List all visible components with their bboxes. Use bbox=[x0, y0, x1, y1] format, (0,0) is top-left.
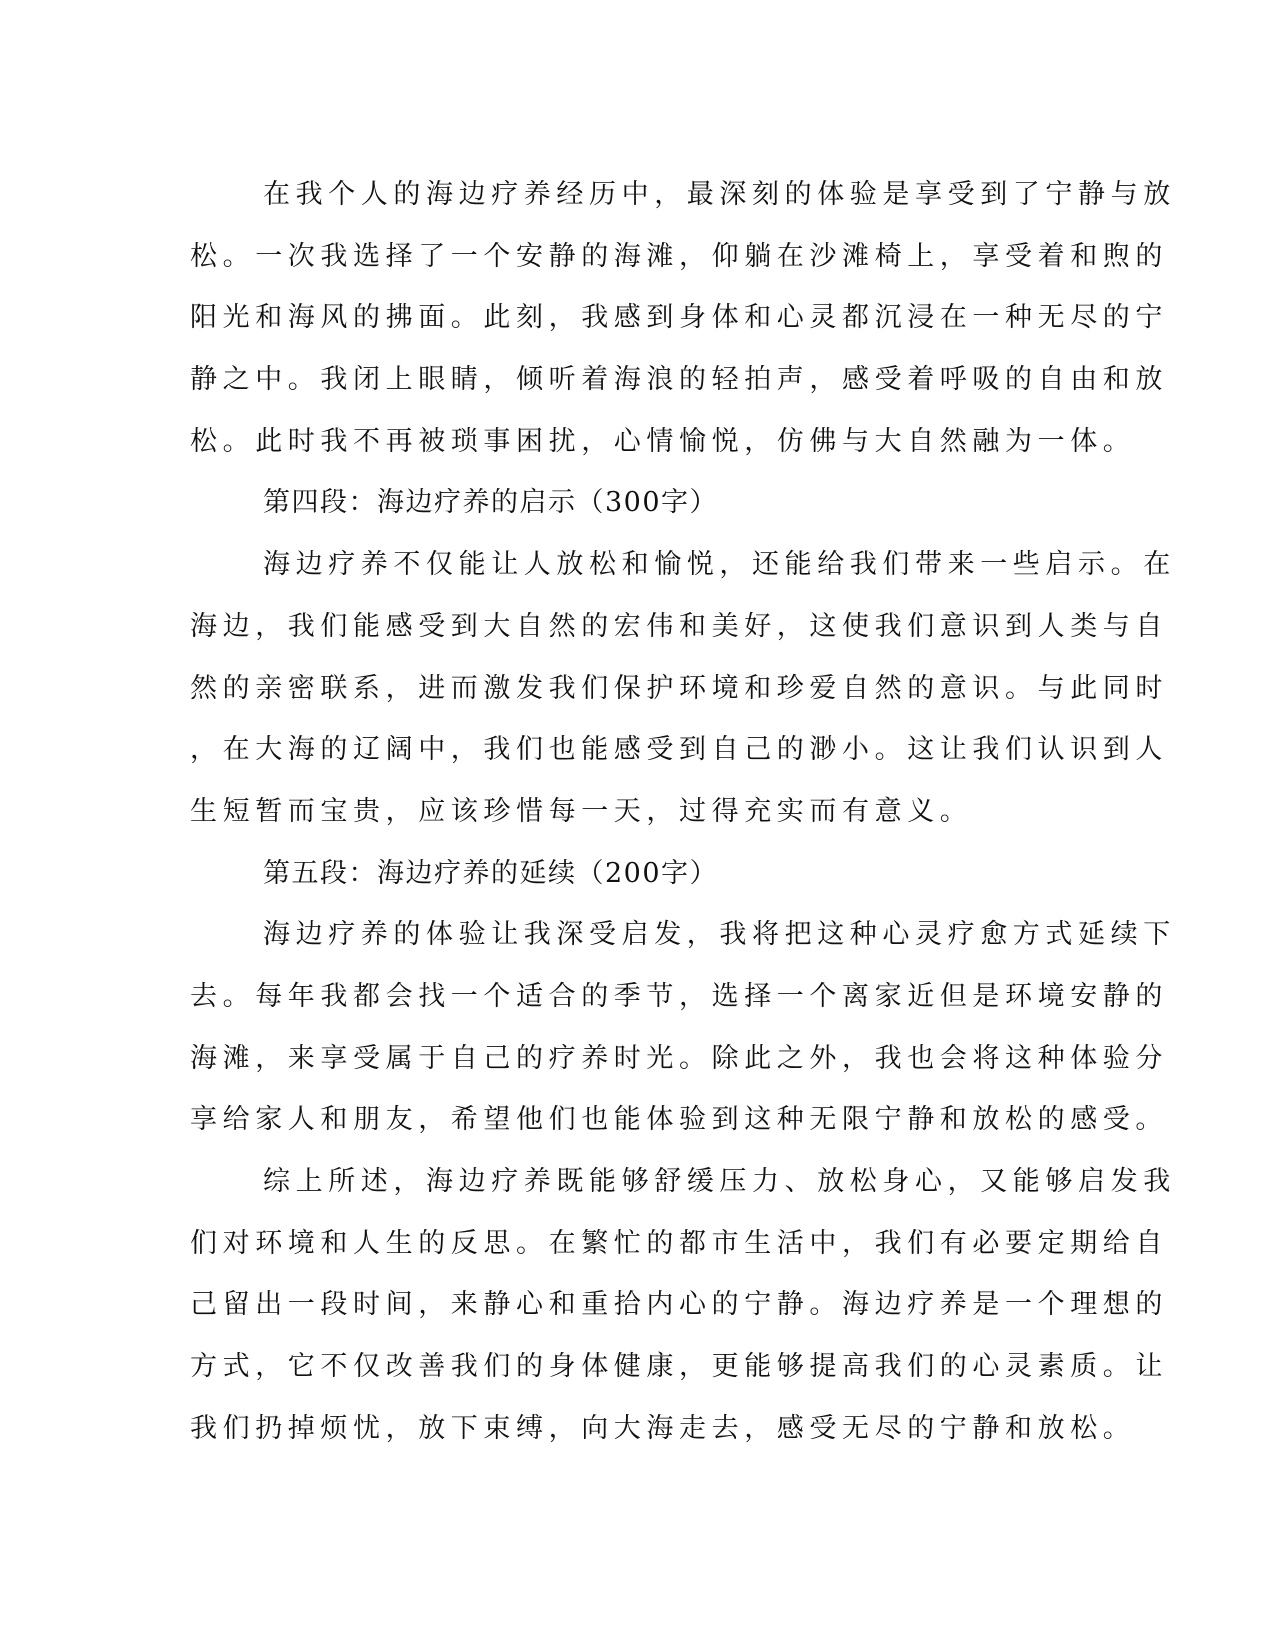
section-heading-5: 第五段：海边疗养的延续（200字） bbox=[263, 857, 719, 889]
text-line: 们对环境和人生的反思。在繁忙的都市生活中，我们有必要定期给自 bbox=[190, 1227, 1168, 1259]
text-line: 享给家人和朋友，希望他们也能体验到这种无限宁静和放松的感受。 bbox=[190, 1104, 1168, 1136]
text-line: 海边疗养不仅能让人放松和愉悦，还能给我们带来一些启示。在 bbox=[263, 549, 1176, 581]
text-line: 方式，它不仅改善我们的身体健康，更能够提高我们的心灵素质。让 bbox=[190, 1351, 1168, 1383]
text-line: 我们扔掉烦忧，放下束缚，向大海走去，感受无尽的宁静和放松。 bbox=[190, 1412, 1136, 1444]
section-heading-4: 第四段：海边疗养的启示（300字） bbox=[263, 487, 719, 519]
text-line: 然的亲密联系，进而激发我们保护环境和珍爱自然的意识。与此同时 bbox=[190, 672, 1168, 704]
text-line: 海边，我们能感受到大自然的宏伟和美好，这使我们意识到人类与自 bbox=[190, 610, 1168, 642]
text-line: 松。此时我不再被琐事困扰，心情愉悦，仿佛与大自然融为一体。 bbox=[190, 425, 1136, 457]
text-line: 综上所述，海边疗养既能够舒缓压力、放松身心，又能够启发我 bbox=[263, 1166, 1176, 1197]
text-line: 去。每年我都会找一个适合的季节，选择一个离家近但是环境安静的 bbox=[190, 980, 1168, 1012]
text-line: 在我个人的海边疗养经历中，最深刻的体验是享受到了宁静与放 bbox=[263, 179, 1176, 210]
text-line: 阳光和海风的拂面。此刻，我感到身体和心灵都沉浸在一种无尽的宁 bbox=[190, 302, 1168, 334]
text-line: 己留出一段时间，来静心和重拾内心的宁静。海边疗养是一个理想的 bbox=[190, 1289, 1168, 1321]
text-line: 静之中。我闭上眼睛，倾听着海浪的轻拍声，感受着呼吸的自由和放 bbox=[190, 364, 1168, 396]
text-line: 松。一次我选择了一个安静的海滩，仰躺在沙滩椅上，享受着和煦的 bbox=[190, 240, 1168, 272]
text-line: 海滩，来享受属于自己的疗养时光。除此之外，我也会将这种体验分 bbox=[190, 1042, 1168, 1074]
document-body bbox=[190, 164, 1176, 1459]
text-line: 海边疗养的体验让我深受启发，我将把这种心灵疗愈方式延续下 bbox=[263, 919, 1176, 951]
text-line: ，在大海的辽阔中，我们也能感受到自己的渺小。这让我们认识到人 bbox=[190, 734, 1168, 766]
text-line: 生短暂而宝贵，应该珍惜每一天，过得充实而有意义。 bbox=[190, 795, 973, 827]
